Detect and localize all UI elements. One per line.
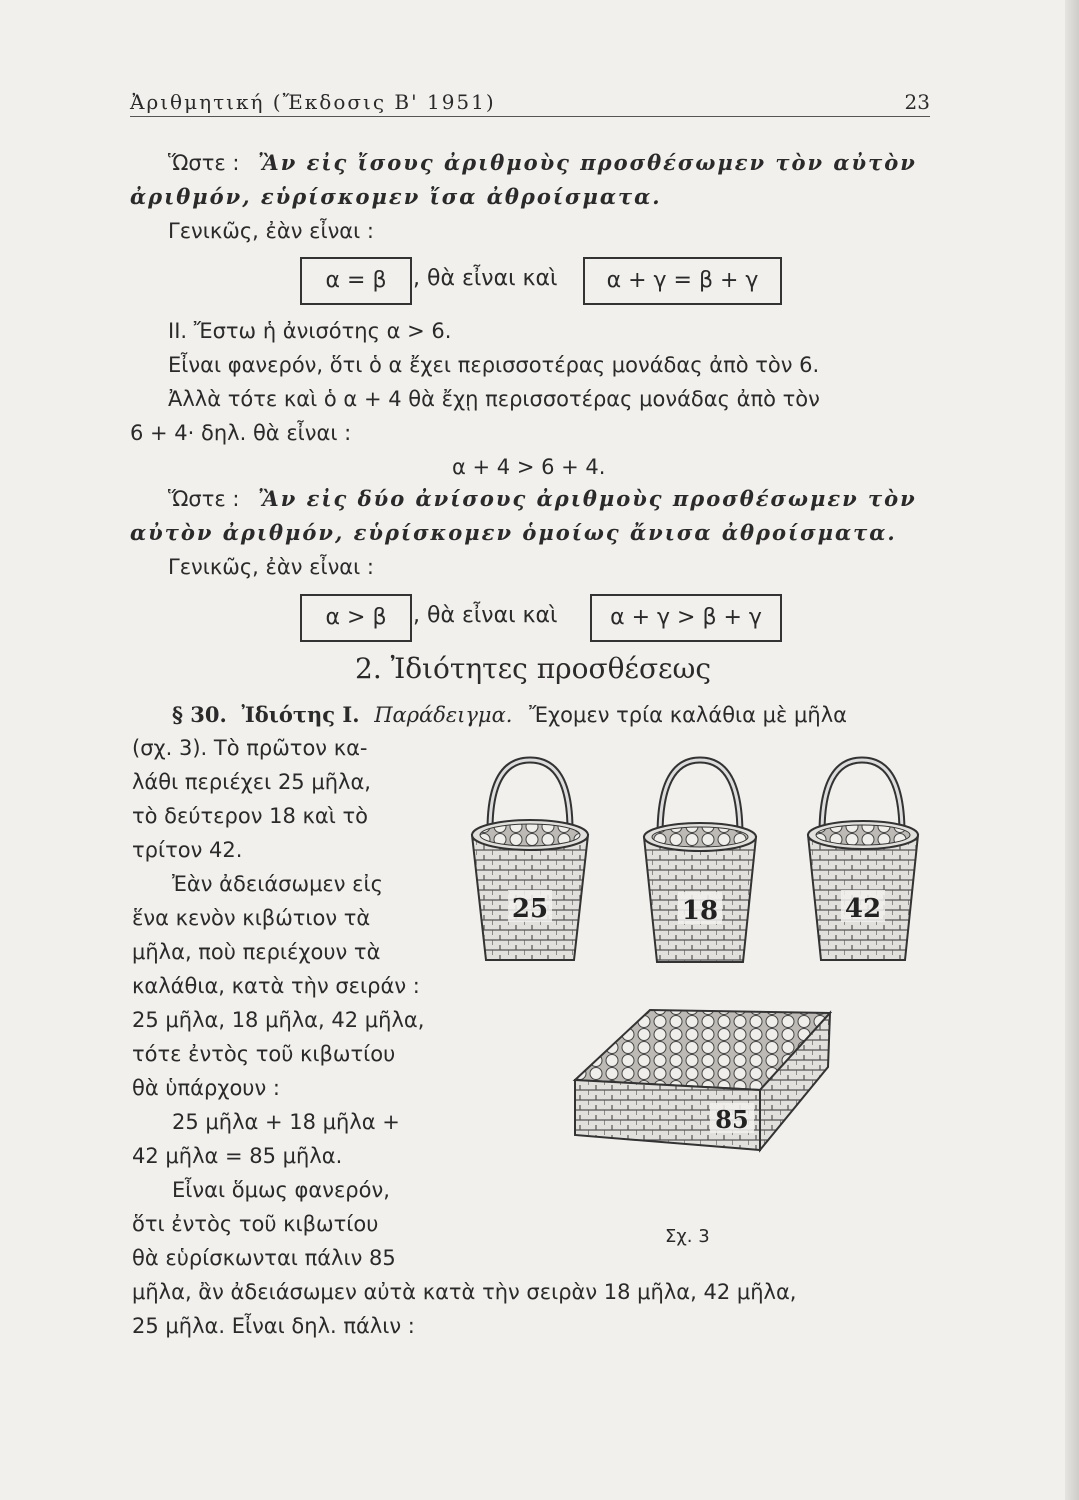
basket-3-label: 42	[844, 894, 882, 924]
full-line: 25 μῆλα. Εἶναι δηλ. πάλιν :	[132, 1314, 415, 1338]
col-line: ἕνα κενὸν κιβώτιον τὰ	[132, 906, 371, 930]
formula-box-sum-greater: α + γ > β + γ	[590, 594, 782, 642]
apple-box	[575, 1010, 830, 1150]
inequality-example: α + 4 > 6 + 4.	[452, 455, 606, 479]
section-title: 2. Ἰδιότητες προσθέσεως	[355, 652, 712, 685]
formula-connector: , θὰ εἶναι καὶ	[413, 266, 558, 291]
basket-2-label: 18	[681, 896, 719, 926]
col-line: λάθι περιέχει 25 μῆλα,	[132, 770, 371, 794]
header-rule	[130, 116, 930, 117]
p2-line-4: 6 + 4· δηλ. θὰ εἶναι :	[130, 421, 352, 445]
col-line: τρίτον 42.	[132, 838, 243, 862]
col-line: θὰ ὑπάρχουν :	[132, 1076, 280, 1100]
col-line: ὅτι ἐντὸς τοῦ κιβωτίου	[132, 1212, 379, 1236]
col-line: (σχ. 3). Τὸ πρῶτον κα-	[132, 736, 368, 760]
p3-intro: Ἔχομεν τρία καλάθια μὲ μῆλα	[529, 703, 847, 727]
conclusion-line-2: ἀριθμόν, εὑρίσκομεν ἴσα ἀθροίσματα.	[130, 184, 662, 209]
col-line: καλάθια, κατὰ τὴν σειράν :	[132, 974, 420, 998]
full-line: μῆλα, ἂν ἀδειάσωμεν αὐτὰ κατὰ τὴν σειρὰν 18 μῆλα, 42 μῆλα,	[132, 1280, 797, 1304]
property-name: Ἰδιότης I.	[241, 702, 360, 727]
general-line: Γενικῶς, ἐὰν εἶναι :	[168, 219, 375, 243]
formula-box-equal: α = β	[300, 257, 412, 305]
col-line: τὸ δεύτερον 18 καὶ τὸ	[132, 804, 368, 828]
col-line: Ἐὰν ἀδειάσωμεν εἰς	[172, 872, 383, 896]
rule2-italic: Ἂν εἰς δύο ἀνίσους ἀριθμοὺς προσθέσωμεν τὸν	[258, 486, 917, 511]
formula-connector-2: , θὰ εἶναι καὶ	[413, 603, 558, 628]
running-header	[130, 90, 930, 116]
p2-line-3: Ἀλλὰ τότε καὶ ὁ α + 4 θὰ ἔχῃ περισσοτέρας μονάδας ἀπὸ τὸν	[168, 387, 820, 411]
page-number: 23	[904, 90, 930, 114]
inequality-heading: II. Ἔστω ἡ ἀνισότης α > 6.	[168, 319, 452, 343]
conclusion2-lead: Ὥστε :	[168, 487, 240, 511]
example-label: Παράδειγμα.	[374, 703, 513, 727]
col-line: 25 μῆλα, 18 μῆλα, 42 μῆλα,	[132, 1008, 425, 1032]
col-line: μῆλα, ποὺ περιέχουν τὰ	[132, 940, 381, 964]
formula-box-greater: α > β	[300, 594, 412, 642]
conclusion2-line-2: αὐτὸν ἀριθμόν, εὑρίσκομεν ὁμοίως ἄνισα ἀθροίσματα.	[130, 520, 897, 545]
basket-1	[472, 760, 588, 960]
col-line: θὰ εὑρίσκωνται πάλιν 85	[132, 1246, 396, 1270]
p3-line-1	[172, 702, 847, 727]
conclusion-line-1	[168, 148, 917, 178]
conclusion2-line-1	[168, 484, 917, 514]
formula-box-sum-equal: α + γ = β + γ	[583, 257, 782, 305]
col-line: τότε ἐντὸς τοῦ κιβωτίου	[132, 1042, 396, 1066]
basket-2	[644, 760, 756, 962]
header-title: Ἀριθμητική (Ἔκδοσις Β' 1951)	[130, 90, 496, 114]
page-edge-shadow	[1065, 0, 1079, 1500]
conclusion-lead: Ὥστε :	[168, 151, 240, 175]
general-line-2: Γενικῶς, ἐὰν εἶναι :	[168, 555, 375, 579]
section-number: § 30.	[172, 702, 227, 727]
col-line: 42 μῆλα = 85 μῆλα.	[132, 1144, 343, 1168]
rule-italic: Ἂν εἰς ἴσους ἀριθμοὺς προσθέσωμεν τὸν αὐτὸν	[258, 150, 917, 175]
basket-1-label: 25	[511, 894, 549, 924]
col-line: Εἶναι ὅμως φανερόν,	[172, 1178, 390, 1202]
box-label: 85	[715, 1105, 749, 1134]
basket-3	[808, 760, 918, 960]
col-line: 25 μῆλα + 18 μῆλα +	[172, 1110, 400, 1134]
p2-line-2: Εἶναι φανερόν, ὅτι ὁ α ἔχει περισσοτέρας μονάδας ἀπὸ τὸν 6.	[168, 353, 820, 377]
figure-caption: Σχ. 3	[665, 1226, 710, 1247]
apples-figure	[460, 755, 950, 1175]
